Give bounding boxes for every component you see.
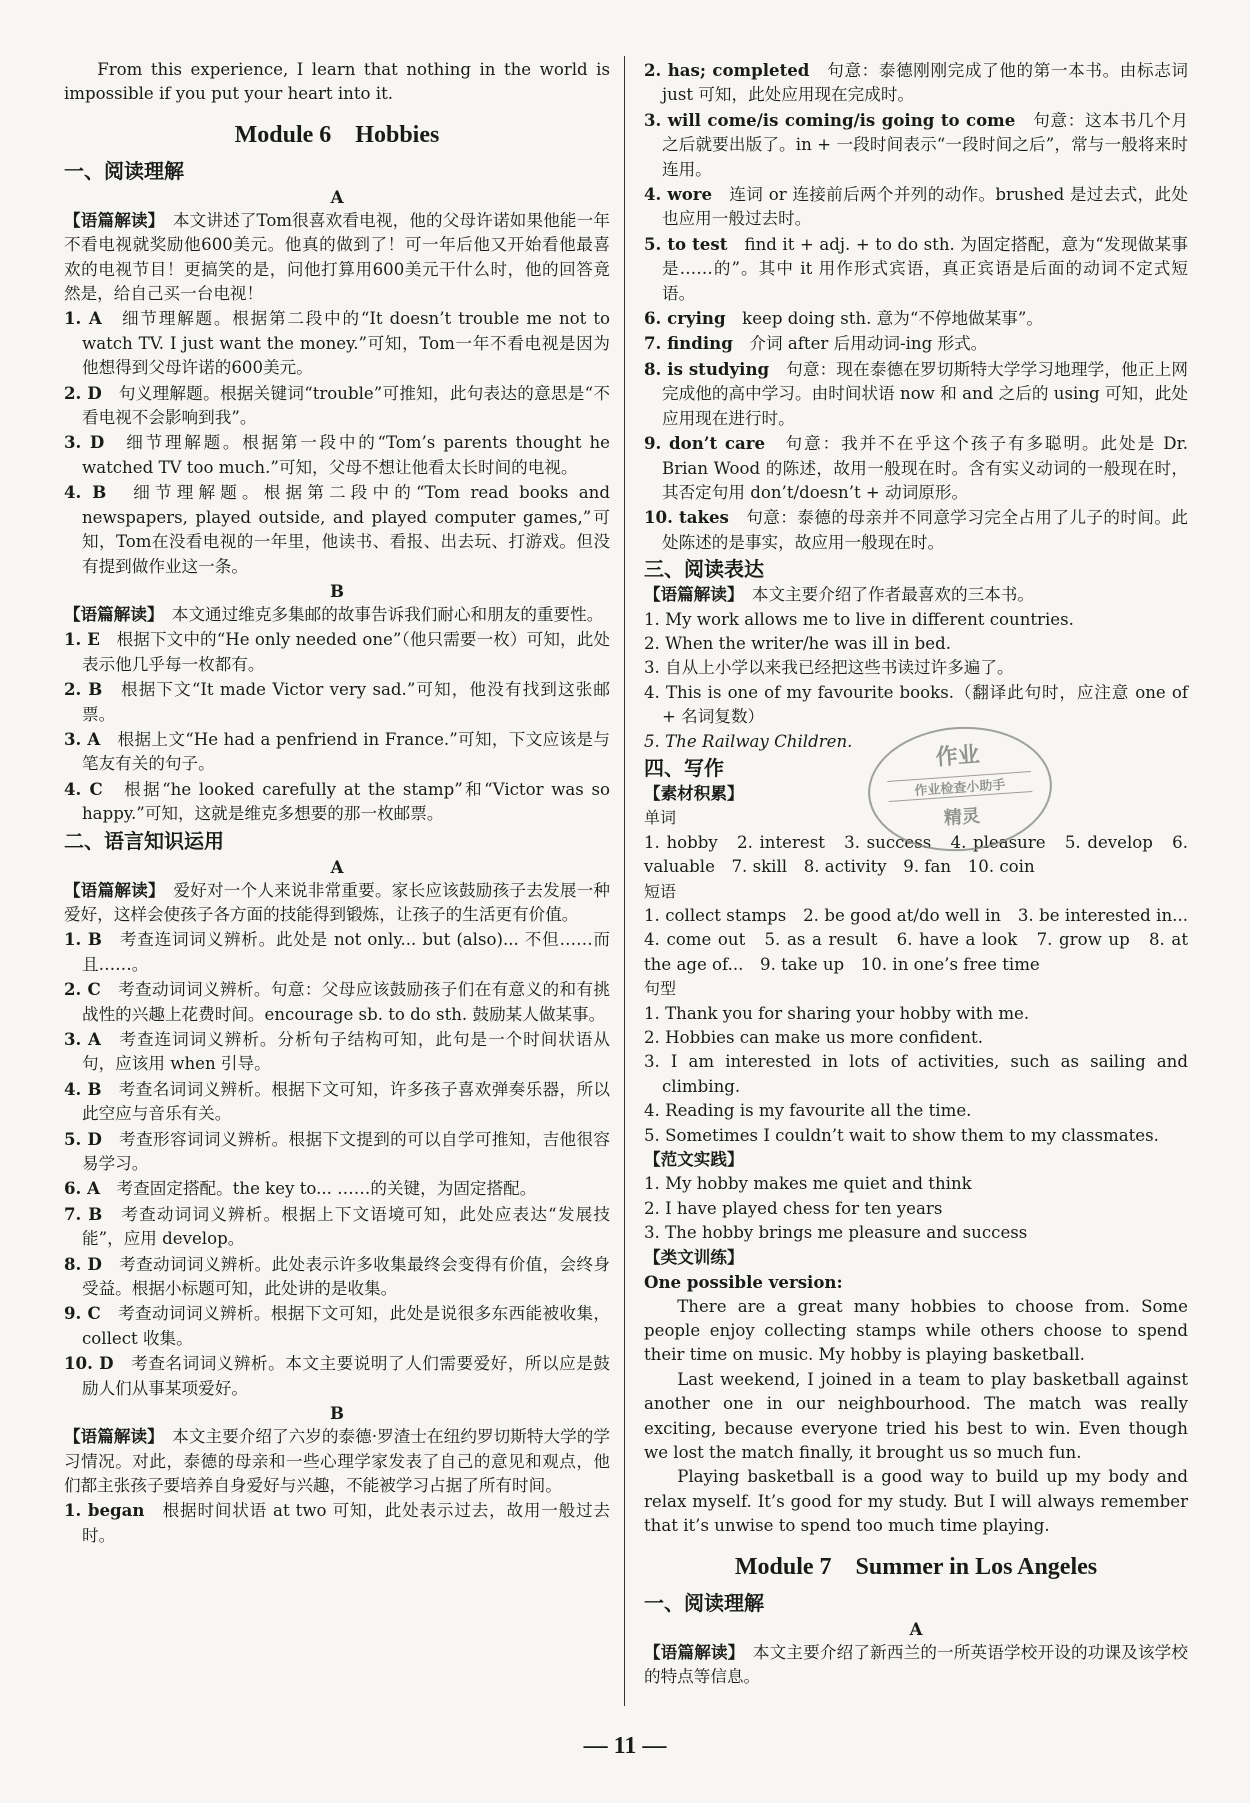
sentence-item: 4. Reading is my favourite all the time. [644,1101,972,1121]
answer-item: 2. has; completed 句意：泰德刚刚完成了他的第一本书。由标志词 just 可知，此处应用现在完成时。 [644,60,1189,105]
intro-paragraph: From this experience, I learn that nothing in the world is impossible if you put your heart into it. [64,60,610,104]
answer-item: 3. A 根据上文“He had a penfriend in France.”可知，下文应该是与笔友有关的句子。 [64,728,611,774]
material-tag: 【素材积累】 [644,783,744,803]
answer-item: 3. 自从上小学以来我已经把这些书读过许多遍了。 [644,658,1014,678]
answer-item: 4. C 根据“he looked carefully at the stamp”和“Victor was so happy.”可知，这就是维克多想要的那一枚邮票。 [64,778,611,824]
answer-item: 4. B 考查名词词义辨析。根据下文可知，许多孩子喜欢弹奏乐器，所以此空应与音乐有关。 [64,1078,610,1124]
m7-part-a-label: A [909,1618,923,1639]
essay-paragraph: There are a great many hobbies to choose from. Some people enjoy collecting stamps while others choose to spend their time on music. My hobby is playing basketball. [644,1296,1188,1365]
answer-item: 3. D 细节理解题。根据第一段中的“Tom’s parents thought he watched TV too much.”可知，父母不想让他看太长时间的电视。 [64,432,610,477]
answer-item: 6. A 考查固定搭配。the key to... ……的关键，为固定搭配。 [64,1178,537,1199]
part-a-intro: 【语篇解读】 本文讲述了Tom很喜欢看电视，他的父母许诺如果他能一年不看电视就奖励他600美元。他真的做到了！可一年后他又开始看他最喜欢的电视节目！更搞笑的是，问他打算用600美元干什么时，他的回答竟然是，给自己买一台电视！ [64,210,610,304]
sentence-item: 5. Sometimes I couldn’t wait to show them to my classmates. [644,1125,1159,1145]
answer-item: 5. The Railway Children. [644,731,853,751]
answer-item: 2. C 考查动词词义辨析。句意：父母应该鼓励孩子们在有意义的和有挑战性的兴趣上花费时间。encourage sb. to do sth. 鼓励某人做某事。 [64,979,611,1024]
left-column [64,58,610,1548]
answer-item: 4. wore 连词 or 连接前后两个并列的动作。brushed 是过去式，此处也应用一般过去时。 [644,184,1188,229]
sentence-item: 1. Thank you for sharing your hobby with me. [644,1003,1030,1023]
answer-item: 4. This is one of my favourite books.（翻译此句时，应注意 one of + 名词复数） [644,682,1188,727]
part-a2-intro: 【语篇解读】 爱好对一个人来说非常重要。家长应该鼓励孩子去发展一种爱好，这样会使孩子各方面的技能得到锻炼，让孩子的生活更有价值。 [64,880,611,924]
answer-item: 5. D 考查形容词词义辨析。根据下文提到的可以自学可推知，吉他很容易学习。 [64,1128,611,1174]
answer-item: 8. D 考查动词词义辨析。此处表示许多收集最终会变得有价值，会终身受益。根据小标题可知，此处讲的是收集。 [64,1253,611,1299]
module7-title: Module 7 Summer in Los Angeles [734,1553,1098,1580]
section-reading-expression-3: 三、阅读表达 [644,557,764,582]
page-number: — 11 — [583,1733,667,1759]
answer-item: 4. B 细节理解题。根据第二段中的“Tom read books and newspapers, played outside, and played computer games,”可知，Tom在没看电视的一年里，他读书、看报、出去玩、打游戏。但没有提到做作业这一条。 [64,482,610,576]
section-language-2: 二、语言知识运用 [64,828,224,853]
answer-item: 8. is studying 句意：现在泰德在罗切斯特大学学习地理学，他正上网完成他的高中学习。由时间状语 now 和 and 之后的 using 可知，此处应用现在进行时。 [644,358,1189,428]
sec3-answers [644,608,1188,754]
column-divider [624,56,625,1706]
section-reading-1: 一、阅读理解 [64,158,184,183]
practice-item: 3. The hobby brings me pleasure and success [644,1223,1028,1243]
answer-item: 1. began 根据时间状语 at two 可知，此处表示过去，故用一般过去时。 [64,1500,611,1545]
answer-item: 5. to test find it + adj. + to do sth. 为固定搭配，意为“发现做某事是……的”。其中 it 用作形式宾语，真正宾语是后面的动词不定式短语。 [644,233,1188,303]
essay-paragraph: Last weekend, I joined in a team to play basketball against another one in our neighbourhood. The match was really exciting, because everyone tried his best to win. Even though we lost the match finally, it brought us so much fun. [644,1369,1188,1462]
essay-paragraph: Playing basketball is a good way to build up my body and relax myself. It’s good for my study. But I will always remember that it’s unwise to spend too much time playing. [644,1467,1188,1536]
practice-tag: 【范文实践】 [644,1150,744,1170]
m7-section-reading-1: 一、阅读理解 [644,1590,764,1615]
training-tag: 【类文训练】 [644,1247,744,1267]
part-a-answers [64,306,610,578]
answer-item: 7. B 考查动词词义辨析。根据上下文语境可知，此处应表达“发展技能”，应用 develop。 [64,1203,611,1249]
answer-item: 3. will come/is coming/is going to come 句意：这本书几个月之后就要出版了。in + 一段时间表示“一段时间之后”，常与一般将来时连用。 [644,109,1188,179]
answer-item: 10. takes 句意：泰德的母亲并不同意学习完全占用了儿子的时间。此处陈述的是事实，故应用一般现在时。 [644,507,1189,552]
answer-item: 1. A 细节理解题。根据第二段中的“It doesn’t trouble me not to watch TV. I just want the money.”可知，Tom一年不看电视是因为他想得到父母许诺的600美元。 [64,308,611,378]
part-b-answers [64,627,610,826]
answer-item: 2. B 根据下文“It made Victor very sad.”可知，他没有找到这张邮票。 [64,679,610,724]
phrases-list: 1. collect stamps 2. be good at/do well in 3. be interested in... 4. come out 5. as a result 6. have a look 7. grow up 8. at the age of... 9. take up 10. in one’s free time [644,906,1205,974]
answer-item: 1. E 根据下文中的“He only needed one”（他只需要一枚）可知，此处表示他几乎每一枚都有。 [64,629,610,674]
part-b-intro: 【语篇解读】 本文通过维克多集邮的故事告诉我们耐心和朋友的重要性。 [64,604,604,624]
right-column [644,58,1205,1689]
answer-item: 10. D 考查名词词义辨析。本文主要说明了人们需要爱好，所以应是鼓励人们从事某项爱好。 [64,1353,611,1398]
practice-item: 1. My hobby makes me quiet and think [644,1174,972,1194]
practice-list [644,1172,1188,1245]
part-b2-intro: 【语篇解读】 本文主要介绍了六岁的泰德·罗渣士在纽约罗切斯特大学的学习情况。对此，泰德的母亲和一些心理学家发表了自己的意见和观点，他们都主张孩子要培养自身爱好与兴趣，不能被学习占据了所有时间。 [64,1427,611,1495]
answer-item: 6. crying keep doing sth. 意为“不停地做某事”。 [644,308,1043,329]
answer-item: 2. D 句义理解题。根据关键词“trouble”可推知，此句表达的意思是“不看电视不会影响到我”。 [64,382,610,428]
answer-item: 1. B 考查连词词义辨析。此处是 not only... but (also)... 不但……而且……。 [64,929,610,974]
phrases-label: 短语 [644,881,677,901]
sentences-list [644,1002,1188,1148]
part-a-label: A [330,186,344,207]
answer-item: 1. My work allows me to live in different countries. [644,609,1074,629]
version-label: One possible version: [644,1272,843,1293]
part-a2-label: A [330,856,344,877]
m7-part-a-intro: 【语篇解读】 本文主要介绍了新西兰的一所英语学校开设的功课及该学校的特点等信息。 [644,1642,1189,1686]
part-b2-answers-cont [644,58,1188,555]
part-b-label: B [329,580,345,601]
answer-item: 9. C 考查动词词义辨析。根据下文可知，此处是说很多东西能被收集，collect 收集。 [64,1303,611,1348]
answer-item: 7. finding 介词 after 后用动词-ing 形式。 [644,333,988,354]
section-writing-4: 四、写作 [644,755,724,780]
practice-item: 2. I have played chess for ten years [644,1198,943,1218]
sentences-label: 句型 [644,979,677,999]
part-b2-label: B [329,1403,345,1424]
sec3-intro: 【语篇解读】 本文主要介绍了作者最喜欢的三本书。 [644,585,1034,605]
module6-title: Module 6 Hobbies [234,121,440,148]
answer-item: 2. When the writer/he was ill in bed. [644,633,952,653]
words-list: 1. hobby 2. interest 3. success 4. pleasure 5. develop 6. valuable 7. skill 8. activity 9. fan 10. coin [644,832,1188,877]
part-a2-answers [64,927,610,1401]
answer-item: 3. A 考查连词词义辨析。分析句子结构可知，此句是一个时间状语从句，应该用 when 引导。 [64,1029,610,1074]
words-label: 单词 [644,808,677,828]
homework-stamp-watermark: 作业 作业检查小助手 精灵 [864,721,1056,858]
sentence-item: 3. I am interested in lots of activities, such as sailing and climbing. [644,1052,1188,1096]
answer-item: 9. don’t care 句意：我并不在乎这个孩子有多聪明。此处是 Dr. Brian Wood 的陈述，故用一般现在时。含有实义动词的一般现在时，其否定句用 don’t/doesn’t + 动词原形。 [644,433,1188,502]
sentence-item: 2. Hobbies can make us more confident. [644,1028,983,1048]
